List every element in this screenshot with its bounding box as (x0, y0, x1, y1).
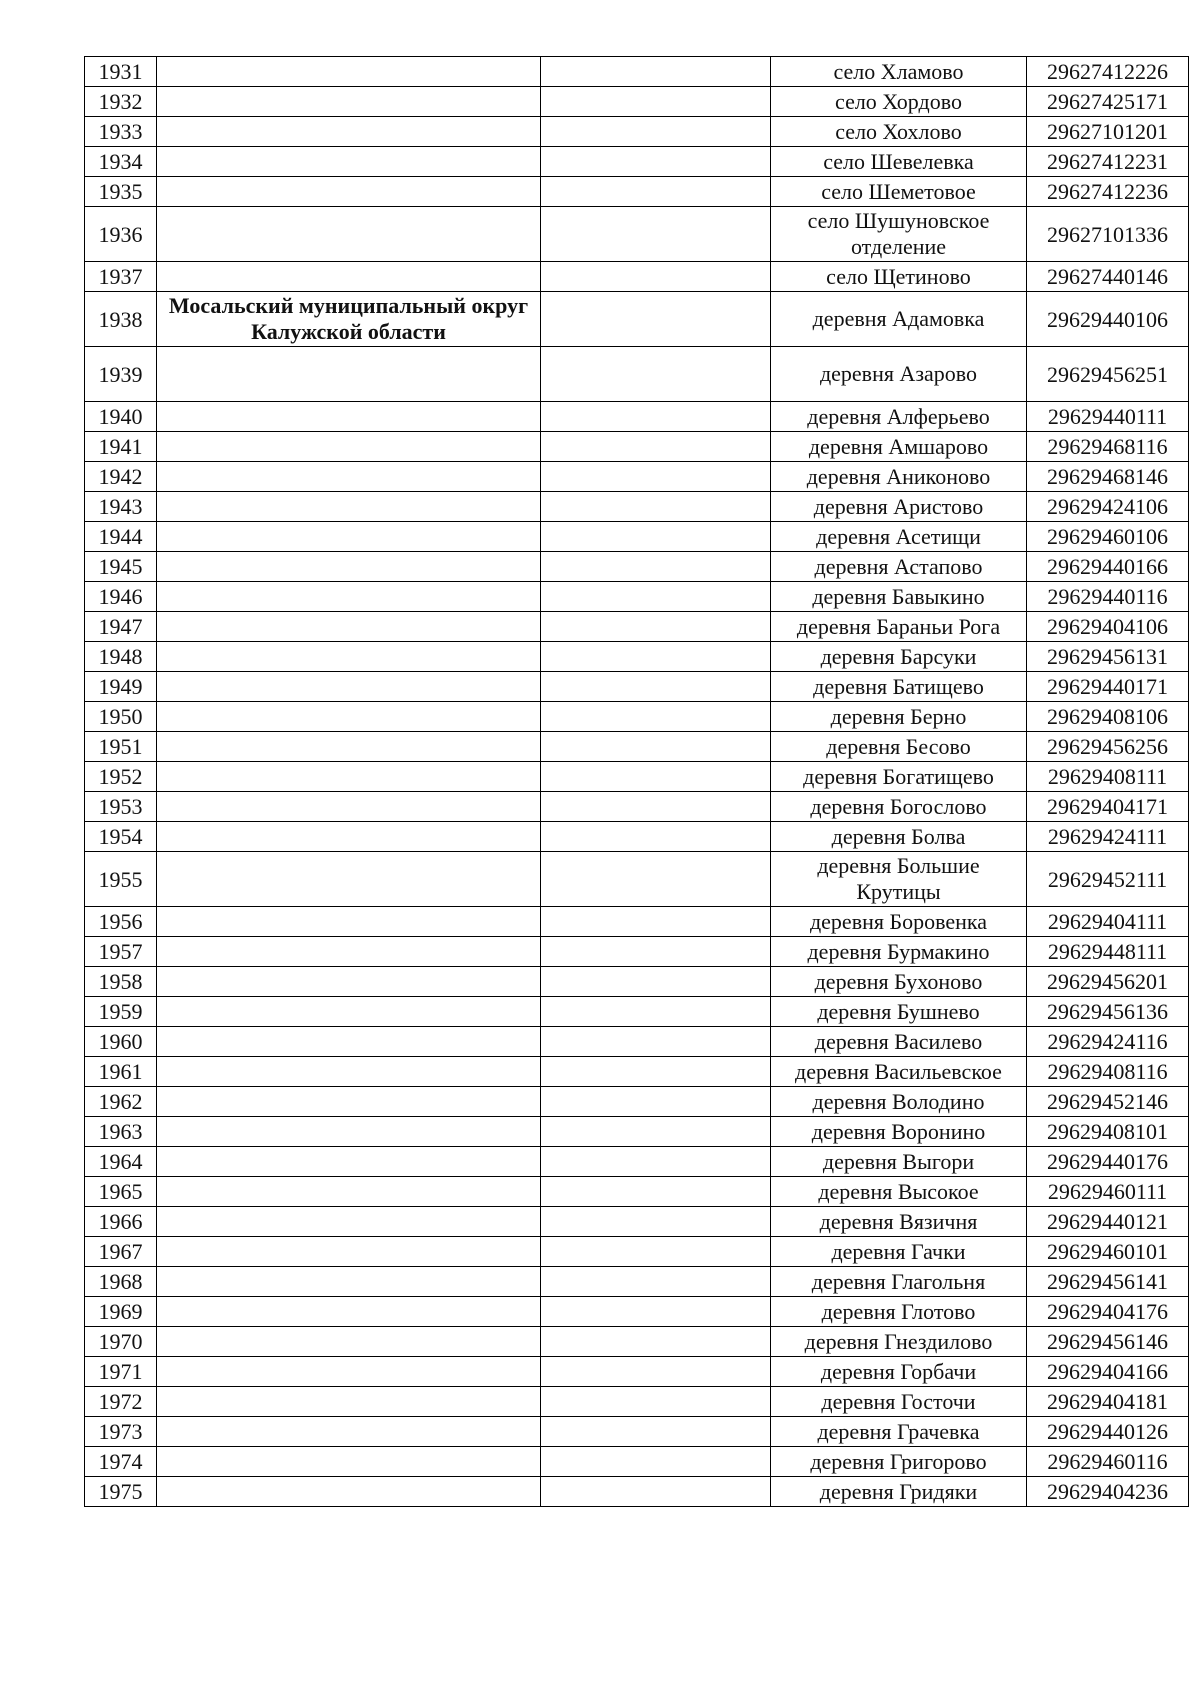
settlement-cell (541, 1027, 771, 1057)
row-number-cell: 1971 (85, 1357, 157, 1387)
table-row (85, 762, 1189, 792)
table-row (85, 1357, 1189, 1387)
locality-name-cell: деревня Берно (771, 702, 1027, 732)
row-number-cell: 1965 (85, 1177, 157, 1207)
table-row (85, 792, 1189, 822)
oktmo-code-cell: 29629440116 (1027, 582, 1189, 612)
table-row (85, 702, 1189, 732)
district-cell (157, 117, 541, 147)
row-number-cell: 1946 (85, 582, 157, 612)
oktmo-code-cell: 29629408116 (1027, 1057, 1189, 1087)
table-row (85, 522, 1189, 552)
row-number-cell: 1938 (85, 292, 157, 347)
locality-name-cell: деревня Батищево (771, 672, 1027, 702)
locality-name-cell: деревня Бавыкино (771, 582, 1027, 612)
table-row (85, 492, 1189, 522)
district-cell (157, 1477, 541, 1507)
row-number-cell: 1955 (85, 852, 157, 907)
locality-name-cell: деревня Вязичня (771, 1207, 1027, 1237)
locality-name-cell: село Шеметовое (771, 177, 1027, 207)
settlement-cell (541, 87, 771, 117)
table-row (85, 852, 1189, 907)
oktmo-code-cell: 29629440176 (1027, 1147, 1189, 1177)
district-cell (157, 462, 541, 492)
row-number-cell: 1932 (85, 87, 157, 117)
table-row (85, 1327, 1189, 1357)
row-number-cell: 1952 (85, 762, 157, 792)
locality-name-cell: деревня Большие Крутицы (771, 852, 1027, 907)
table-row (85, 1417, 1189, 1447)
oktmo-code-cell: 29627440146 (1027, 262, 1189, 292)
table-row (85, 462, 1189, 492)
locality-name-cell: деревня Адамовка (771, 292, 1027, 347)
locality-name-cell: деревня Володино (771, 1087, 1027, 1117)
table-row (85, 87, 1189, 117)
table-row (85, 117, 1189, 147)
settlement-cell (541, 1057, 771, 1087)
oktmo-code-cell: 29627412236 (1027, 177, 1189, 207)
row-number-cell: 1957 (85, 937, 157, 967)
table-row (85, 207, 1189, 262)
oktmo-code-cell: 29629404181 (1027, 1387, 1189, 1417)
district-cell (157, 1207, 541, 1237)
district-cell (157, 1117, 541, 1147)
table-row (85, 1477, 1189, 1507)
district-cell (157, 852, 541, 907)
row-number-cell: 1964 (85, 1147, 157, 1177)
settlement-cell (541, 792, 771, 822)
row-number-cell: 1933 (85, 117, 157, 147)
row-number-cell: 1968 (85, 1267, 157, 1297)
row-number-cell: 1959 (85, 997, 157, 1027)
district-cell (157, 1387, 541, 1417)
locality-name-cell: деревня Асетищи (771, 522, 1027, 552)
district-cell (157, 907, 541, 937)
row-number-cell: 1947 (85, 612, 157, 642)
row-number-cell: 1970 (85, 1327, 157, 1357)
row-number-cell: 1972 (85, 1387, 157, 1417)
oktmo-code-cell: 29629460106 (1027, 522, 1189, 552)
row-number-cell: 1961 (85, 1057, 157, 1087)
oktmo-code-cell: 29629404171 (1027, 792, 1189, 822)
locality-name-cell: деревня Васильевское (771, 1057, 1027, 1087)
settlement-cell (541, 57, 771, 87)
district-cell (157, 672, 541, 702)
locality-name-cell: деревня Бушнево (771, 997, 1027, 1027)
row-number-cell: 1945 (85, 552, 157, 582)
settlement-cell (541, 997, 771, 1027)
district-cell (157, 147, 541, 177)
locality-name-cell: деревня Амшарово (771, 432, 1027, 462)
locality-name-cell: деревня Гридяки (771, 1477, 1027, 1507)
oktmo-code-cell: 29627101201 (1027, 117, 1189, 147)
locality-name-cell: деревня Василево (771, 1027, 1027, 1057)
oktmo-code-cell: 29629440166 (1027, 552, 1189, 582)
oktmo-code-cell: 29629404176 (1027, 1297, 1189, 1327)
oktmo-code-cell: 29629468116 (1027, 432, 1189, 462)
row-number-cell: 1966 (85, 1207, 157, 1237)
district-cell (157, 1147, 541, 1177)
oktmo-code-cell: 29629448111 (1027, 937, 1189, 967)
settlement-cell (541, 702, 771, 732)
locality-name-cell: деревня Аристово (771, 492, 1027, 522)
table-row (85, 262, 1189, 292)
table-row (85, 1387, 1189, 1417)
locality-name-cell: деревня Госточи (771, 1387, 1027, 1417)
locality-name-cell: деревня Боровенка (771, 907, 1027, 937)
row-number-cell: 1974 (85, 1447, 157, 1477)
oktmo-code-cell: 29629460116 (1027, 1447, 1189, 1477)
locality-name-cell: деревня Бухоново (771, 967, 1027, 997)
locality-name-cell: село Хохлово (771, 117, 1027, 147)
table-row (85, 1027, 1189, 1057)
locality-name-cell: село Шушуновское отделение (771, 207, 1027, 262)
settlement-cell (541, 907, 771, 937)
row-number-cell: 1953 (85, 792, 157, 822)
district-cell (157, 552, 541, 582)
settlement-cell (541, 1387, 771, 1417)
oktmo-code-cell: 29629456131 (1027, 642, 1189, 672)
district-cell (157, 1027, 541, 1057)
row-number-cell: 1973 (85, 1417, 157, 1447)
table-row (85, 1117, 1189, 1147)
table-row (85, 1237, 1189, 1267)
settlement-cell (541, 492, 771, 522)
oktmo-code-cell: 29629424111 (1027, 822, 1189, 852)
district-cell (157, 997, 541, 1027)
district-cell (157, 1327, 541, 1357)
district-cell (157, 262, 541, 292)
table-row (85, 1297, 1189, 1327)
document-page (84, 56, 1188, 1507)
settlement-cell (541, 1357, 771, 1387)
settlement-cell (541, 672, 771, 702)
settlement-cell (541, 117, 771, 147)
locality-name-cell: деревня Астапово (771, 552, 1027, 582)
table-row (85, 822, 1189, 852)
oktmo-code-cell: 29627412231 (1027, 147, 1189, 177)
row-number-cell: 1956 (85, 907, 157, 937)
district-cell (157, 347, 541, 402)
settlement-cell (541, 292, 771, 347)
district-cell (157, 822, 541, 852)
row-number-cell: 1942 (85, 462, 157, 492)
district-cell (157, 87, 541, 117)
locality-name-cell: деревня Алферьево (771, 402, 1027, 432)
locality-name-cell: деревня Азарово (771, 347, 1027, 402)
oktmo-code-cell: 29629408111 (1027, 762, 1189, 792)
row-number-cell: 1940 (85, 402, 157, 432)
row-number-cell: 1962 (85, 1087, 157, 1117)
district-cell (157, 1357, 541, 1387)
settlement-cell (541, 1117, 771, 1147)
district-cell (157, 177, 541, 207)
oktmo-code-cell: 29629404111 (1027, 907, 1189, 937)
settlement-cell (541, 1477, 771, 1507)
table-row (85, 1147, 1189, 1177)
oktmo-code-cell: 29629460101 (1027, 1237, 1189, 1267)
oktmo-code-cell: 29629456201 (1027, 967, 1189, 997)
district-cell (157, 1237, 541, 1267)
locality-name-cell: деревня Григорово (771, 1447, 1027, 1477)
table-row (85, 732, 1189, 762)
district-cell (157, 1417, 541, 1447)
locality-name-cell: деревня Болва (771, 822, 1027, 852)
oktmo-code-cell: 29629404236 (1027, 1477, 1189, 1507)
locality-name-cell: деревня Выгори (771, 1147, 1027, 1177)
district-cell (157, 1177, 541, 1207)
locality-name-cell: деревня Глотово (771, 1297, 1027, 1327)
locality-name-cell: деревня Высокое (771, 1177, 1027, 1207)
settlement-cell (541, 1297, 771, 1327)
oktmo-code-cell: 29629440106 (1027, 292, 1189, 347)
table-row (85, 582, 1189, 612)
locality-name-cell: деревня Гачки (771, 1237, 1027, 1267)
settlement-cell (541, 1327, 771, 1357)
oktmo-code-cell: 29629440171 (1027, 672, 1189, 702)
locality-name-cell: деревня Гнездилово (771, 1327, 1027, 1357)
row-number-cell: 1954 (85, 822, 157, 852)
row-number-cell: 1944 (85, 522, 157, 552)
oktmo-code-cell: 29629452146 (1027, 1087, 1189, 1117)
table-row (85, 552, 1189, 582)
settlement-cell (541, 732, 771, 762)
settlement-cell (541, 552, 771, 582)
settlement-cell (541, 1177, 771, 1207)
row-number-cell: 1950 (85, 702, 157, 732)
locality-name-cell: село Шевелевка (771, 147, 1027, 177)
settlement-cell (541, 967, 771, 997)
oktmo-code-cell: 29629440111 (1027, 402, 1189, 432)
settlement-cell (541, 1087, 771, 1117)
table-row (85, 672, 1189, 702)
locality-name-cell: деревня Бараньи Рога (771, 612, 1027, 642)
district-cell (157, 207, 541, 262)
row-number-cell: 1958 (85, 967, 157, 997)
oktmo-code-cell: 29629408101 (1027, 1117, 1189, 1147)
locality-name-cell: деревня Богатищево (771, 762, 1027, 792)
locality-name-cell: деревня Бурмакино (771, 937, 1027, 967)
district-cell (157, 967, 541, 997)
settlement-cell (541, 1447, 771, 1477)
oktmo-code-cell: 29629456146 (1027, 1327, 1189, 1357)
table-row (85, 432, 1189, 462)
table-row (85, 1207, 1189, 1237)
row-number-cell: 1941 (85, 432, 157, 462)
row-number-cell: 1963 (85, 1117, 157, 1147)
settlement-cell (541, 852, 771, 907)
oktmo-code-cell: 29627101336 (1027, 207, 1189, 262)
locality-name-cell: деревня Богослово (771, 792, 1027, 822)
settlement-cell (541, 207, 771, 262)
table-row (85, 177, 1189, 207)
oktmo-code-cell: 29629408106 (1027, 702, 1189, 732)
settlement-cell (541, 432, 771, 462)
settlements-table (84, 56, 1189, 1507)
row-number-cell: 1936 (85, 207, 157, 262)
row-number-cell: 1975 (85, 1477, 157, 1507)
settlement-cell (541, 762, 771, 792)
locality-name-cell: деревня Горбачи (771, 1357, 1027, 1387)
oktmo-code-cell: 29629456141 (1027, 1267, 1189, 1297)
row-number-cell: 1960 (85, 1027, 157, 1057)
oktmo-code-cell: 29629460111 (1027, 1177, 1189, 1207)
oktmo-code-cell: 29629440126 (1027, 1417, 1189, 1447)
settlement-cell (541, 177, 771, 207)
row-number-cell: 1935 (85, 177, 157, 207)
row-number-cell: 1937 (85, 262, 157, 292)
row-number-cell: 1948 (85, 642, 157, 672)
settlement-cell (541, 262, 771, 292)
locality-name-cell: село Хордово (771, 87, 1027, 117)
oktmo-code-cell: 29629456256 (1027, 732, 1189, 762)
row-number-cell: 1967 (85, 1237, 157, 1267)
district-cell (157, 582, 541, 612)
table-row (85, 1057, 1189, 1087)
district-cell (157, 492, 541, 522)
settlement-cell (541, 1417, 771, 1447)
district-cell (157, 642, 541, 672)
row-number-cell: 1943 (85, 492, 157, 522)
settlement-cell (541, 462, 771, 492)
settlement-cell (541, 1147, 771, 1177)
district-cell (157, 732, 541, 762)
settlement-cell (541, 822, 771, 852)
district-cell (157, 432, 541, 462)
settlement-cell (541, 402, 771, 432)
locality-name-cell: деревня Воронино (771, 1117, 1027, 1147)
row-number-cell: 1949 (85, 672, 157, 702)
row-number-cell: 1969 (85, 1297, 157, 1327)
table-row (85, 347, 1189, 402)
oktmo-code-cell: 29627425171 (1027, 87, 1189, 117)
district-cell (157, 792, 541, 822)
oktmo-code-cell: 29629424116 (1027, 1027, 1189, 1057)
district-cell (157, 1057, 541, 1087)
district-cell (157, 762, 541, 792)
table-row (85, 1087, 1189, 1117)
table-body (85, 57, 1189, 1507)
table-row (85, 1267, 1189, 1297)
district-cell (157, 1447, 541, 1477)
settlement-cell (541, 1207, 771, 1237)
oktmo-code-cell: 29629456251 (1027, 347, 1189, 402)
oktmo-code-cell: 29629452111 (1027, 852, 1189, 907)
table-row (85, 147, 1189, 177)
settlement-cell (541, 642, 771, 672)
settlement-cell (541, 147, 771, 177)
table-row (85, 402, 1189, 432)
table-row (85, 1177, 1189, 1207)
row-number-cell: 1951 (85, 732, 157, 762)
oktmo-code-cell: 29629404166 (1027, 1357, 1189, 1387)
table-row (85, 907, 1189, 937)
oktmo-code-cell: 29629456136 (1027, 997, 1189, 1027)
oktmo-code-cell: 29629468146 (1027, 462, 1189, 492)
row-number-cell: 1939 (85, 347, 157, 402)
locality-name-cell: деревня Барсуки (771, 642, 1027, 672)
settlement-cell (541, 1237, 771, 1267)
district-cell (157, 612, 541, 642)
settlement-cell (541, 612, 771, 642)
table-row (85, 937, 1189, 967)
district-cell (157, 937, 541, 967)
district-cell (157, 402, 541, 432)
table-row (85, 612, 1189, 642)
locality-name-cell: село Щетиново (771, 262, 1027, 292)
oktmo-code-cell: 29629440121 (1027, 1207, 1189, 1237)
settlement-cell (541, 522, 771, 552)
locality-name-cell: деревня Бесово (771, 732, 1027, 762)
district-cell (157, 57, 541, 87)
locality-name-cell: деревня Грачевка (771, 1417, 1027, 1447)
table-row (85, 292, 1189, 347)
settlement-cell (541, 582, 771, 612)
row-number-cell: 1931 (85, 57, 157, 87)
table-row (85, 1447, 1189, 1477)
table-row (85, 57, 1189, 87)
oktmo-code-cell: 29629424106 (1027, 492, 1189, 522)
table-row (85, 642, 1189, 672)
district-cell (157, 1087, 541, 1117)
table-row (85, 997, 1189, 1027)
district-cell (157, 1297, 541, 1327)
settlement-cell (541, 347, 771, 402)
oktmo-code-cell: 29629404106 (1027, 612, 1189, 642)
settlement-cell (541, 937, 771, 967)
oktmo-code-cell: 29627412226 (1027, 57, 1189, 87)
row-number-cell: 1934 (85, 147, 157, 177)
district-cell (157, 522, 541, 552)
locality-name-cell: село Хламово (771, 57, 1027, 87)
district-cell (157, 702, 541, 732)
district-cell: Мосальский муниципальный округ Калужской области (157, 292, 541, 347)
locality-name-cell: деревня Глагольня (771, 1267, 1027, 1297)
locality-name-cell: деревня Аниконово (771, 462, 1027, 492)
table-row (85, 967, 1189, 997)
district-cell (157, 1267, 541, 1297)
settlement-cell (541, 1267, 771, 1297)
